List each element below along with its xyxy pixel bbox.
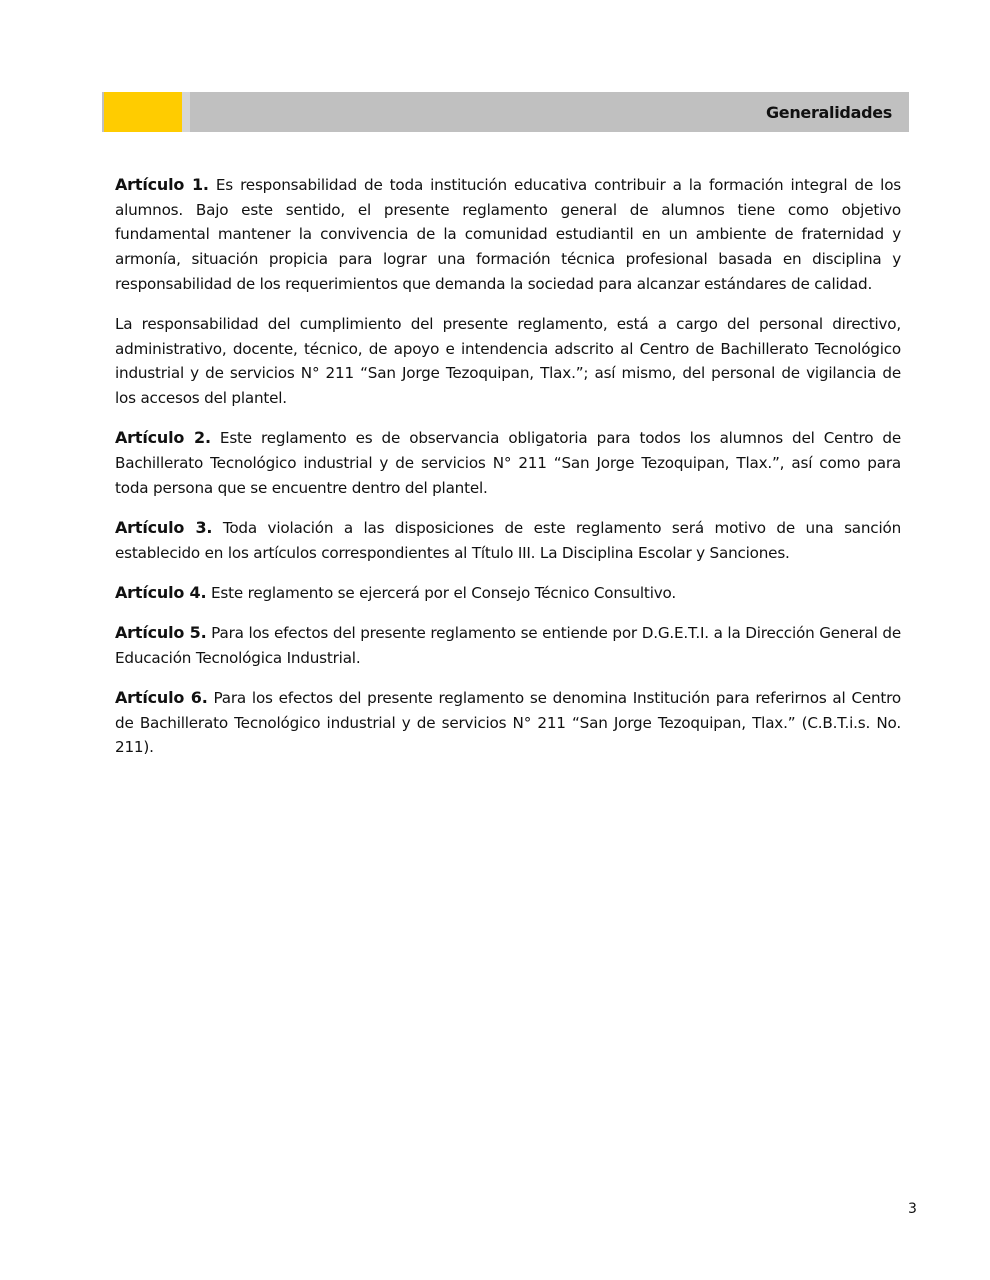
article-text: La responsabilidad del cumplimiento del presente reglamento, está a cargo del personal directivo, administrativo, docente, técnico, de apoyo e intendencia adscrito al Centro de Bachillerato Tecnológico industrial y de servicios N° 211 “San Jorge Tezoquipan, Tlax.”; así mismo, del personal de vigilancia de los accesos del plantel.	[115, 315, 901, 408]
document-body	[115, 173, 901, 776]
article-label: Artículo 4.	[115, 582, 207, 602]
section-header-bar	[102, 92, 909, 132]
article-text: Este reglamento es de observancia obligatoria para todos los alumnos del Centro de Bachillerato Tecnológico industrial y de servicios N° 211 “San Jorge Tezoquipan, Tlax.”, así como para toda persona que se encuentre dentro del plantel.	[115, 429, 901, 497]
article-3	[115, 516, 901, 565]
article-text: Es responsabilidad de toda institución educativa contribuir a la formación integral de los alumnos. Bajo este sentido, el presente reglamento general de alumnos tiene como objetivo fundamental mantener la convivencia de la comunidad estudiantil en un ambiente de fraternidad y armonía, situación propicia para lograr una formación técnica profesional basada en disciplina y responsabilidad de los requerimientos que demanda la sociedad para alcanzar estándares de calidad.	[115, 176, 902, 293]
accent-separator	[182, 92, 190, 132]
article-text: Para los efectos del presente reglamento se denomina Institución para referirnos al Centro de Bachillerato Tecnológico industrial y de servicios N° 211 “San Jorge Tezoquipan, Tlax.” (C.B.T.i.s. No. 211).	[115, 688, 901, 757]
article-label: Artículo 5.	[115, 623, 207, 643]
article-label: Artículo 1.	[115, 175, 209, 194]
article-2	[115, 426, 901, 500]
article-text: Este reglamento se ejercerá por el Consejo Técnico Consultivo.	[206, 583, 676, 602]
page-number: 3	[908, 1201, 917, 1217]
section-title: Generalidades	[765, 103, 892, 122]
article-4	[115, 581, 901, 606]
article-text: Toda violación a las disposiciones de este reglamento será motivo de una sanción establecido en los artículos correspondientes al Título III. La Disciplina Escolar y Sanciones.	[115, 518, 901, 562]
article-1-paragraph-2	[115, 312, 901, 411]
article-6	[115, 686, 901, 760]
article-1	[115, 173, 901, 297]
article-label: Artículo 6.	[115, 687, 208, 707]
accent-block	[104, 92, 182, 132]
article-text: Para los efectos del presente reglamento se entiende por D.G.E.T.I. a la Dirección General de Educación Tecnológica Industrial.	[115, 624, 901, 667]
article-label: Artículo 2.	[115, 428, 211, 448]
article-5	[115, 621, 901, 670]
article-label: Artículo 3.	[115, 517, 213, 537]
